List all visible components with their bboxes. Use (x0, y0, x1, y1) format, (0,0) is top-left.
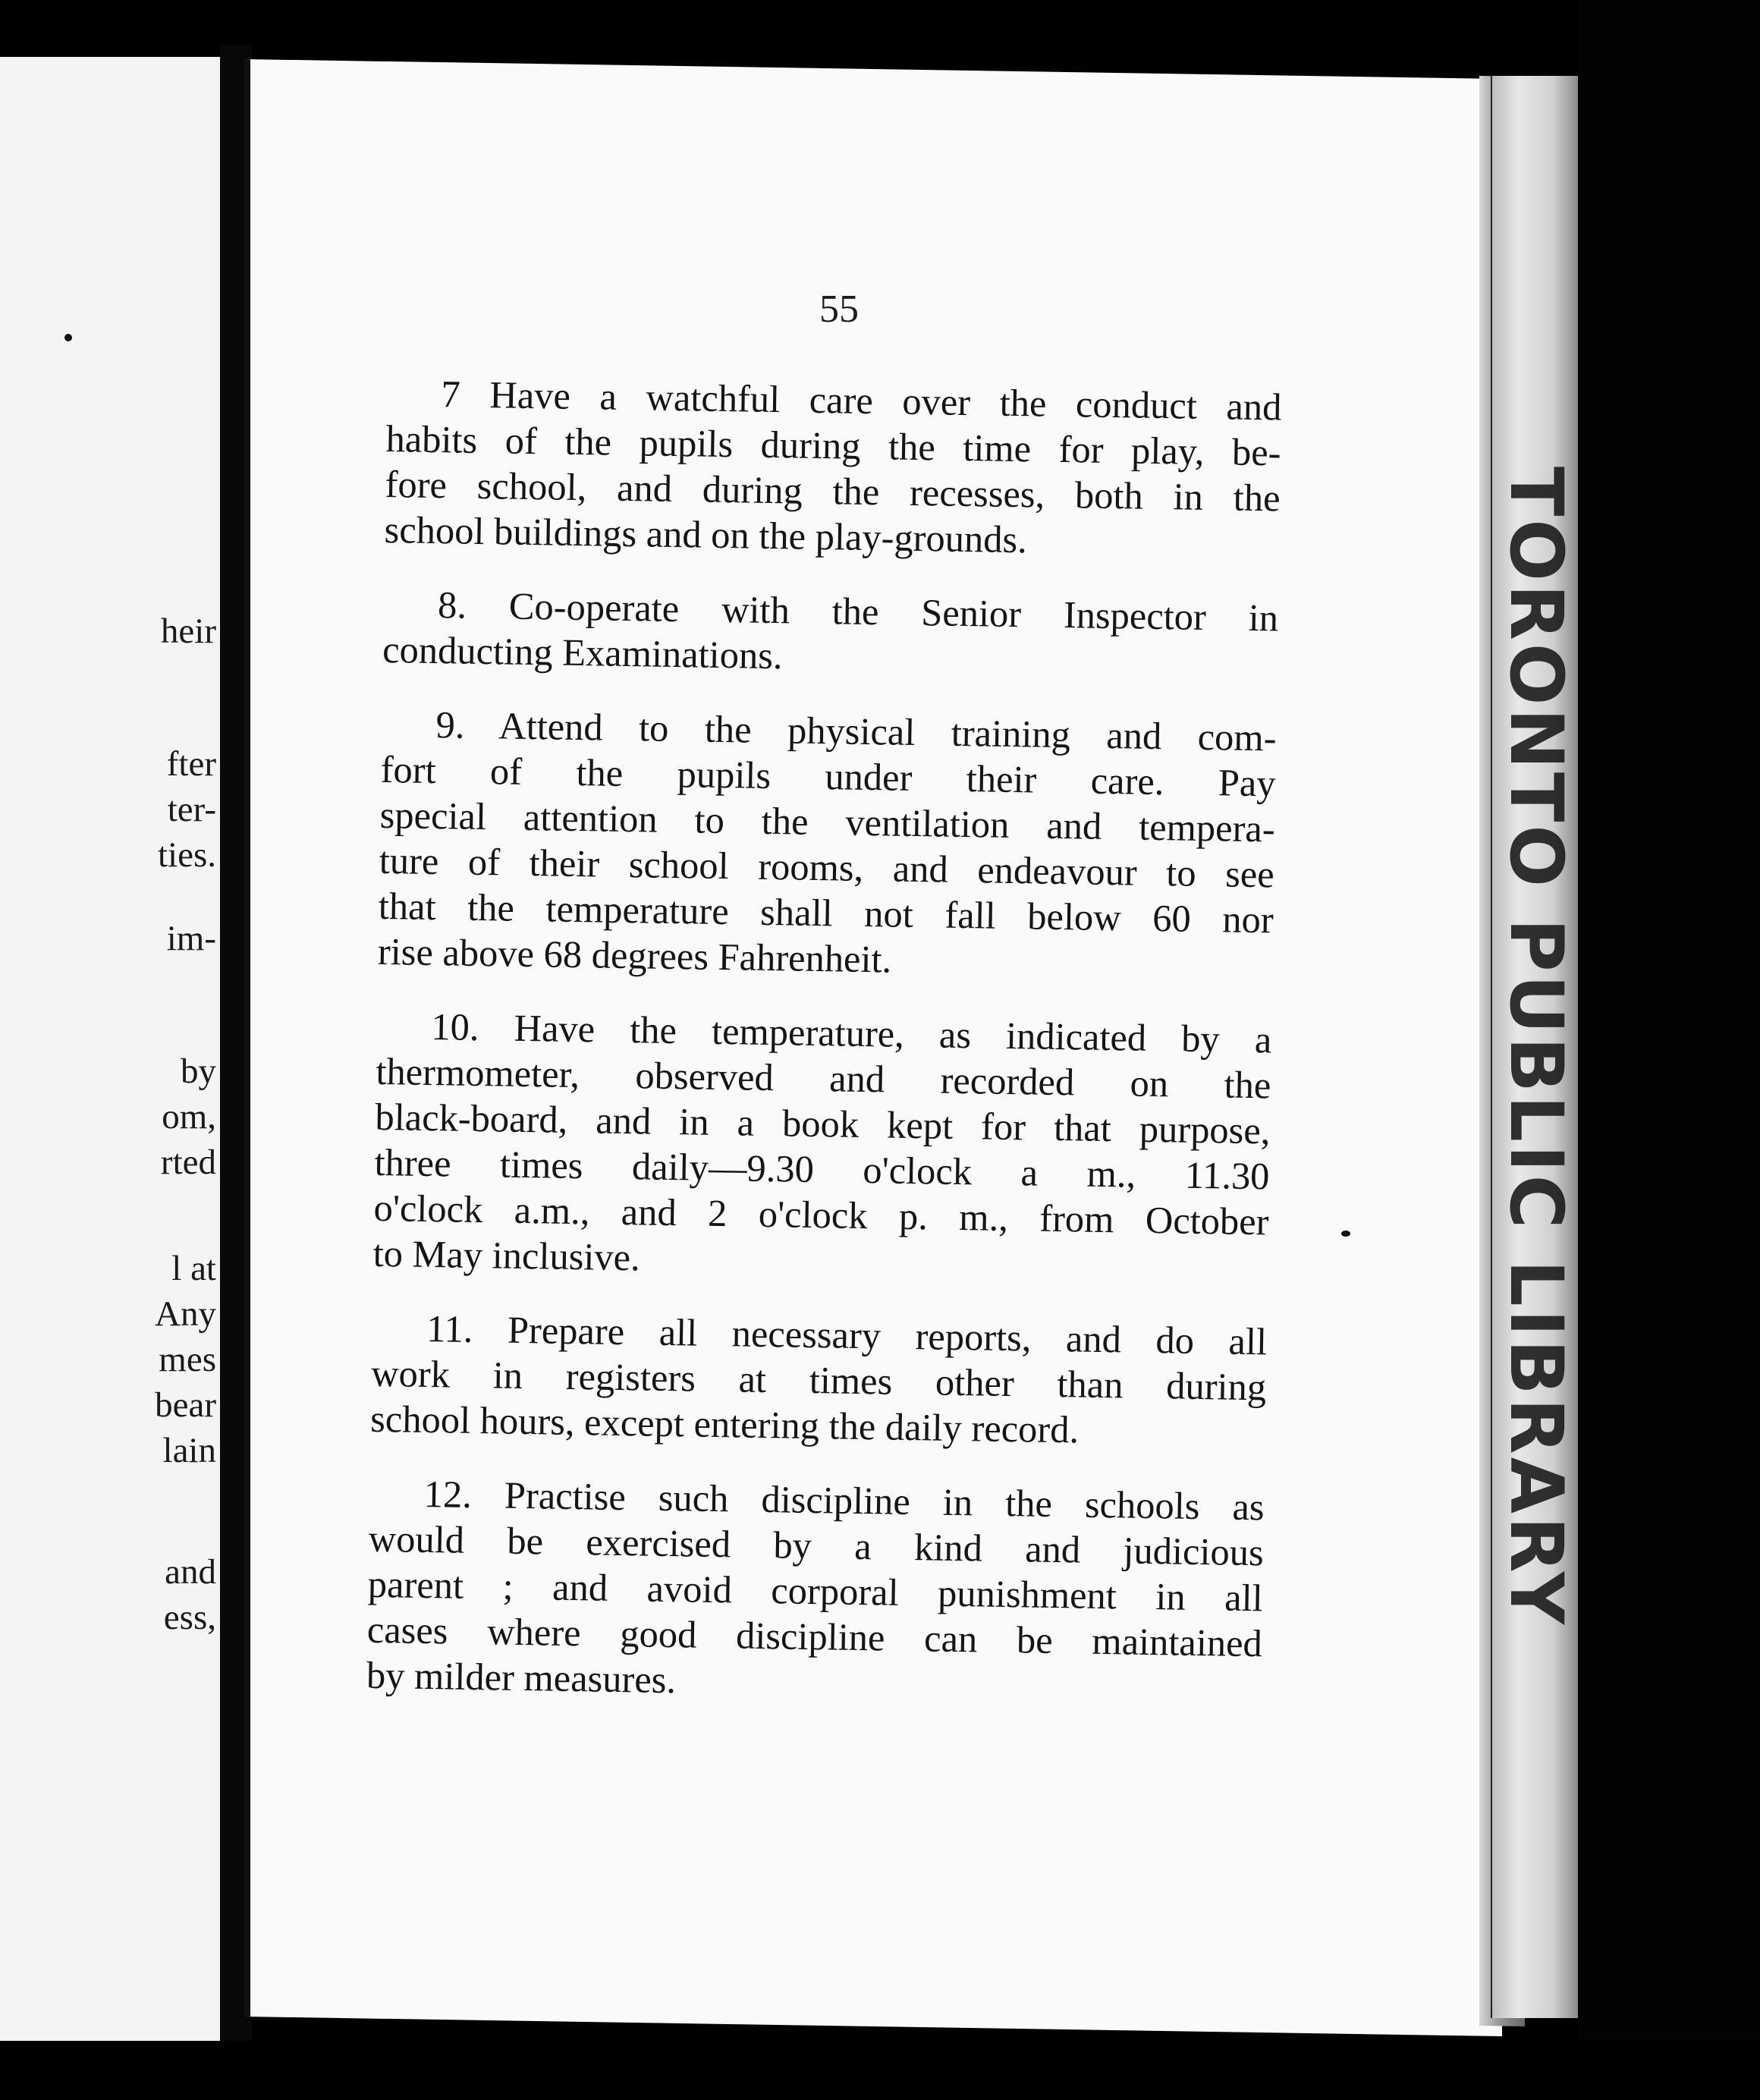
text-line: parent ; and avoid corporal punishment in all (367, 1562, 1264, 1620)
paragraph-9 (377, 701, 1277, 988)
text-line: school buildings and on the play-grounds. (384, 508, 1028, 561)
text-line: ture of their school rooms, and endeavour to see (379, 838, 1275, 896)
left-page-text-fragments (0, 57, 239, 2060)
text-line: o'clock a.m., and 2 o'clock p. m., from October (373, 1186, 1269, 1243)
text-line: that the temperature shall not fall below 60 nor (378, 884, 1274, 942)
text-line: fore school, and during the recesses, both in the (385, 462, 1281, 520)
text-line: rise above 68 degrees Fahrenheit. (377, 929, 892, 981)
text-line: 11. Prepare all necessary reports, and do all (426, 1306, 1268, 1363)
text-line: black-board, and in a book kept for that purpose, (375, 1095, 1271, 1152)
left-fragment: and (165, 1552, 216, 1592)
text-line: special attention to the ventilation and tempera- (379, 793, 1276, 850)
left-fragment: rted (160, 1143, 216, 1182)
paragraph-11 (370, 1305, 1268, 1456)
text-line: 8. Co-operate with the Senior Inspector in (437, 583, 1279, 640)
background-right (1578, 0, 1760, 2100)
text-line: by milder measures. (366, 1653, 677, 1702)
paragraph-12 (366, 1470, 1265, 1712)
edge-stamp-text: TORONTO PUBLIC LIBRARY (1493, 466, 1579, 1628)
ink-speck (64, 334, 72, 341)
paragraph-7 (384, 370, 1282, 567)
text-line: would be exercised by a kind and judicious (368, 1517, 1265, 1574)
text-line: 9. Attend to the physical training and com- (435, 703, 1277, 759)
text-line: to May inclusive. (372, 1231, 641, 1279)
paragraph-10 (372, 1003, 1272, 1290)
left-fragment: ties. (157, 835, 216, 875)
left-fragment: bear (155, 1385, 216, 1425)
text-line: work in registers at times other than during (370, 1351, 1267, 1409)
left-facing-page (0, 57, 239, 2060)
left-fragment: l at (171, 1249, 216, 1288)
left-fragment: ter- (167, 790, 216, 829)
text-line: conducting Examinations. (382, 627, 783, 677)
text-line: 7 Have a watchful care over the conduct and (441, 373, 1282, 429)
left-fragment: lain (162, 1431, 216, 1470)
text-line: three times daily—9.30 o'clock a m., 11.30 (374, 1140, 1270, 1198)
left-fragment: fter (166, 744, 216, 784)
text-line: 12. Practise such discipline in the schools as (423, 1472, 1265, 1529)
left-fragment: mes (159, 1340, 216, 1379)
left-fragment: ess, (163, 1598, 216, 1637)
left-fragment: heir (160, 611, 216, 651)
text-line: school hours, except entering the daily record. (369, 1397, 1080, 1451)
library-edge-stamp (1491, 76, 1579, 2018)
text-line: 10. Have the temperature, as indicated by a (430, 1005, 1272, 1061)
left-fragment: om, (162, 1097, 216, 1136)
ink-speck (1341, 1231, 1350, 1237)
background-bottom (0, 2041, 1760, 2100)
left-fragment: by (181, 1052, 216, 1091)
text-line: thermometer, observed and recorded on the (376, 1049, 1271, 1107)
text-line: cases where good discipline can be maintained (366, 1608, 1263, 1665)
paragraph-8 (382, 581, 1279, 687)
text-line: fort of the pupils under their care. Pay (380, 747, 1277, 805)
left-fragment: im- (166, 919, 216, 958)
page-body (366, 370, 1282, 1740)
page-number: 55 (819, 288, 859, 331)
text-line: habits of the pupils during the time for play, be- (385, 417, 1281, 474)
left-fragment: Any (155, 1294, 216, 1334)
